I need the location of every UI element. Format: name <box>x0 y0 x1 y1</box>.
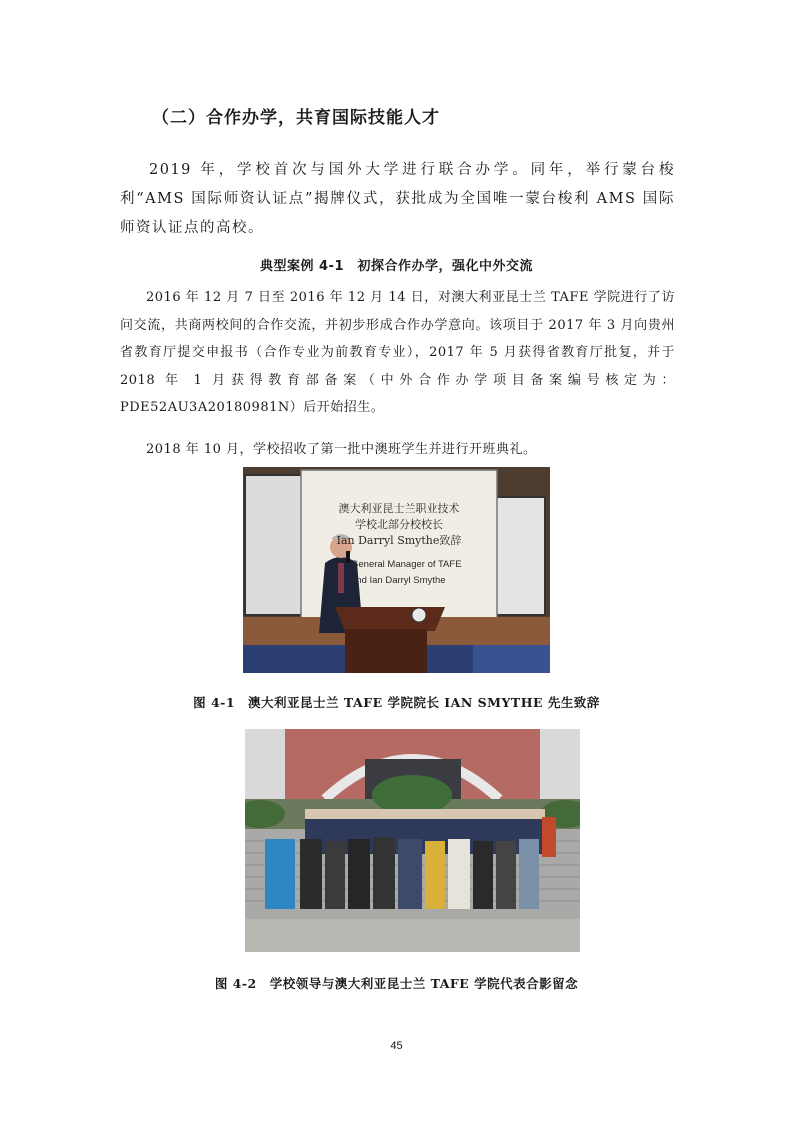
figure-1-caption: 图 4-1 澳大利亚昆士兰 TAFE 学院院长 IAN SMYTHE 先生致辞 <box>193 695 600 710</box>
slide-title-line1: 澳大利亚昆士兰职业技术 <box>338 502 460 515</box>
figure-1-photo <box>243 467 550 673</box>
slide-title-line3: Ian Darryl Smythe致辞 <box>336 534 462 547</box>
case-title: 典型案例 4-1 初探合作办学，强化中外交流 <box>259 259 533 274</box>
group-photo <box>245 729 580 952</box>
case-paragraph-1: 2016 年 12 月 7 日至 2016 年 12 月 14 日，对澳大利亚昆士兰 TAFE 学院进行了访问交流，共商两校间的合作交流，并初步形成合作办学意向。该项目于 2017 年 3 月向贵州省教育厅提交申报书（合作专业为前教育专业），2017 年 5 月获得省教育厅批复，并于 2018 年 1 月获得教育部备案（中外合作办学项目备案编号核定为：PDE52AU3A20180981N）后开始招生。 <box>120 290 675 415</box>
slide-english-line1: General Manager of TAFE <box>351 559 462 570</box>
figure-2-caption: 图 4-2 学校领导与澳大利亚昆士兰 TAFE 学院代表合影留念 <box>214 976 579 991</box>
section-title: （二）合作办学，共育国际技能人才 <box>152 108 440 128</box>
figure-2-photo <box>245 729 580 952</box>
intro-paragraph: 2019 年，学校首次与国外大学进行联合办学。同年，举行蒙台梭利“AMS 国际师资认证点”揭牌仪式，获批成为全国唯一蒙台梭利 AMS 国际师资认证点的高校。 <box>120 162 675 236</box>
slide-title-line2: 学校北部分校校长 <box>355 518 443 531</box>
slide-english-line2: and Ian Darryl Smythe <box>351 575 446 586</box>
page-number: 45 <box>390 1040 403 1052</box>
case-paragraph-2: 2018 年 10 月，学校招收了第一批中澳班学生并进行开班典礼。 <box>146 442 537 457</box>
